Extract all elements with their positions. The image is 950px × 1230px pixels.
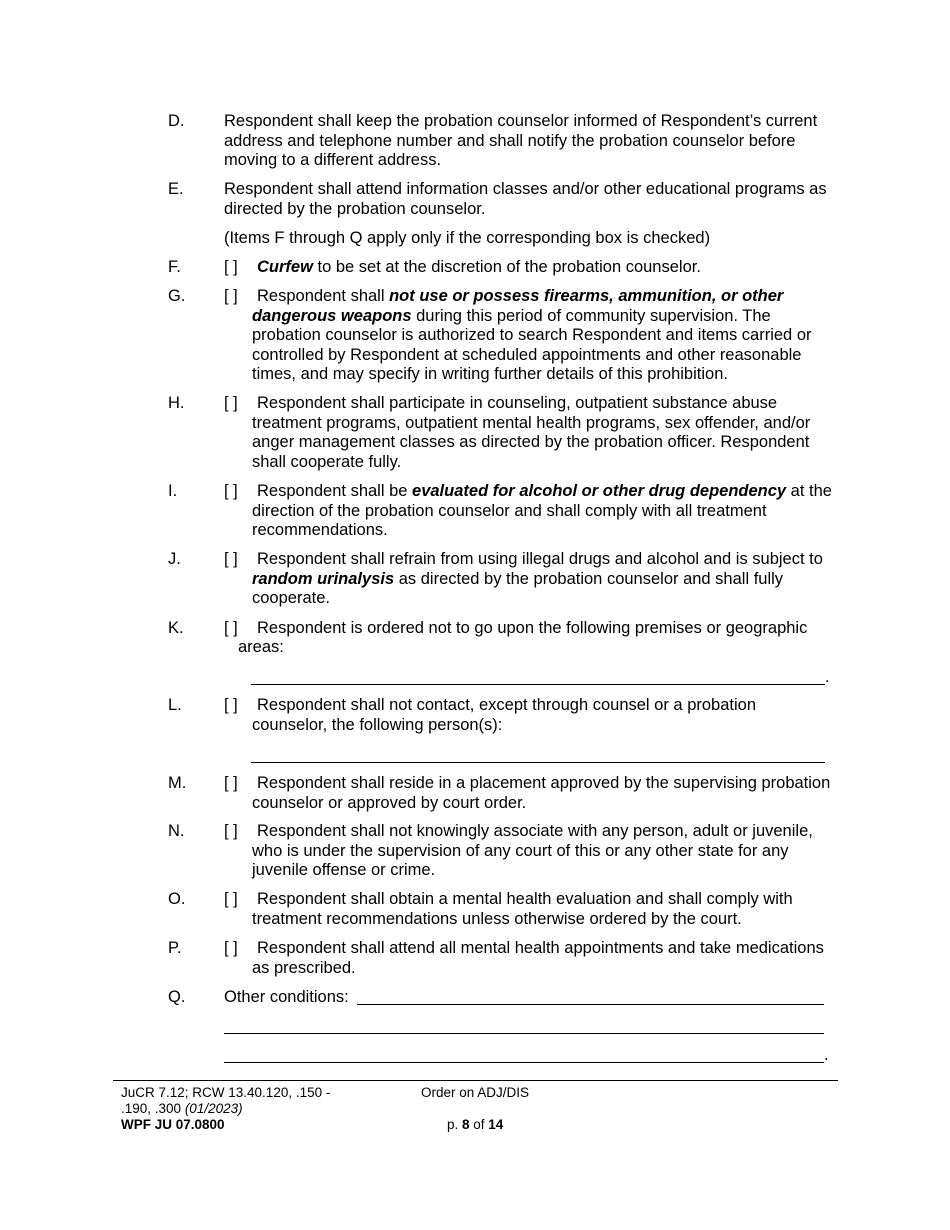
checkbox-h[interactable]: [ ] — [224, 394, 238, 412]
footer-page-number — [447, 1117, 503, 1133]
item-text-g — [252, 287, 842, 385]
item-letter-h: H. — [168, 394, 185, 412]
item-j-before: Respondent shall refrain from using illegal drugs and alcohol and is subject to — [257, 550, 823, 568]
item-n-text: Respondent shall not knowingly associate with any person, adult or juvenile, who is under the supervision of any court of this or any other state for any juvenile offense or crime. — [252, 822, 813, 880]
item-letter-m: M. — [168, 774, 187, 792]
footer-citation-rcw: .190, .300 — [121, 1101, 185, 1116]
item-k-line1: Respondent is ordered not to go upon the following premises or geographic — [257, 619, 808, 637]
footer-divider — [113, 1080, 838, 1081]
item-letter-g: G. — [168, 287, 186, 305]
item-text-e: Respondent shall attend information classes and/or other educational programs as directed by the probation counselor. — [224, 180, 827, 218]
k-fill-line[interactable] — [251, 684, 825, 685]
checkbox-i[interactable]: [ ] — [224, 482, 238, 500]
footer-page-total: 14 — [488, 1117, 504, 1132]
item-h-text: Respondent shall participate in counseling, outpatient substance abuse treatment programs, outpatient mental health programs, sex offender, and/or anger management classes as directed by the probation officer. Respondent shall cooperate fully. — [252, 394, 811, 471]
item-text-p — [252, 939, 842, 978]
item-letter-p: P. — [168, 939, 182, 957]
item-text-l — [252, 696, 812, 735]
item-letter-f: F. — [168, 258, 181, 276]
item-i-bold: evaluated for alcohol or other drug dependency — [412, 482, 787, 500]
item-text-h — [252, 394, 842, 472]
checkbox-n[interactable]: [ ] — [224, 822, 238, 840]
item-m-text: Respondent shall reside in a placement approved by the supervising probation counselor or approved by court order. — [252, 774, 831, 812]
item-o-text: Respondent shall obtain a mental health evaluation and shall comply with treatment recommendations unless otherwise ordered by the court. — [252, 890, 793, 928]
footer-citation-line1: JuCR 7.12; RCW 13.40.120, .150 - — [121, 1085, 331, 1100]
q-end-period: . — [824, 1046, 829, 1064]
checkbox-p[interactable]: [ ] — [224, 939, 238, 957]
item-letter-q: Q. — [168, 988, 186, 1006]
l-fill-line[interactable] — [251, 762, 825, 763]
item-p-text: Respondent shall attend all mental health appointments and take medications as prescribed. — [252, 939, 824, 977]
footer-form-id: WPF JU 07.0800 — [121, 1117, 225, 1132]
item-f-after: to be set at the discretion of the probation counselor. — [312, 258, 701, 276]
item-k-line2: areas: — [238, 638, 284, 656]
item-letter-e: E. — [168, 180, 184, 198]
checkbox-l[interactable]: [ ] — [224, 696, 238, 714]
item-letter-i: I. — [168, 482, 178, 500]
item-letter-n: N. — [168, 822, 185, 840]
q-fill-line-3[interactable] — [224, 1062, 824, 1063]
item-f-bold: Curfew — [257, 258, 313, 276]
footer-page-num: 8 — [462, 1117, 470, 1132]
checkbox-f[interactable]: [ ] — [224, 258, 238, 276]
item-letter-l: L. — [168, 696, 182, 714]
footer-revision: (01/2023) — [184, 1101, 243, 1116]
checkbox-j[interactable]: [ ] — [224, 550, 238, 568]
item-letter-k: K. — [168, 619, 184, 637]
item-j-bold: random urinalysis — [252, 569, 395, 588]
checkbox-note: (Items F through Q apply only if the corresponding box is checked) — [224, 229, 711, 247]
checkbox-o[interactable]: [ ] — [224, 890, 238, 908]
item-letter-j: J. — [168, 550, 181, 568]
item-text-n — [252, 822, 842, 881]
item-text-f — [252, 258, 842, 278]
item-letter-d: D. — [168, 112, 185, 130]
item-g-bold: not use or possess firearms, ammunition, or other dangerous weapons — [252, 287, 784, 325]
q-fill-line-1[interactable] — [357, 1004, 824, 1005]
item-text-o — [252, 890, 842, 929]
item-letter-o: O. — [168, 890, 186, 908]
checkbox-g[interactable]: [ ] — [224, 287, 238, 305]
item-g-after: during this period of community supervision. The probation counselor is authorized to search Respondent and items carried or controlled by Respondent at scheduled appointments and other reasonable times, and may specify in writing further details of this prohibition. — [252, 306, 812, 384]
item-g-before: Respondent shall — [257, 287, 390, 305]
checkbox-m[interactable]: [ ] — [224, 774, 238, 792]
checkbox-k[interactable]: [ ] — [224, 619, 238, 637]
k-end-period: . — [825, 668, 830, 686]
item-i-after: at the direction of the probation counselor and shall comply with all treatment recommendations. — [252, 482, 832, 540]
q-fill-line-2[interactable] — [224, 1033, 824, 1034]
footer-doc-title: Order on ADJ/DIS — [421, 1085, 530, 1100]
footer-citation-line2 — [121, 1101, 243, 1117]
item-i-before: Respondent shall be — [257, 482, 413, 500]
item-text-m — [252, 774, 842, 813]
item-text-j — [252, 550, 842, 609]
item-text-i — [252, 482, 842, 541]
item-l-text: Respondent shall not contact, except through counsel or a probation counselor, the following person(s): — [252, 696, 756, 734]
item-j-after: as directed by the probation counselor and shall fully cooperate. — [252, 569, 784, 608]
other-conditions-label: Other conditions: — [224, 988, 349, 1006]
footer-page-prefix: p. — [447, 1117, 463, 1132]
item-text-d: Respondent shall keep the probation counselor informed of Respondent’s current address and telephone number and shall notify the probation counselor before moving to a different address. — [224, 112, 818, 170]
footer-page-of: of — [469, 1117, 489, 1132]
